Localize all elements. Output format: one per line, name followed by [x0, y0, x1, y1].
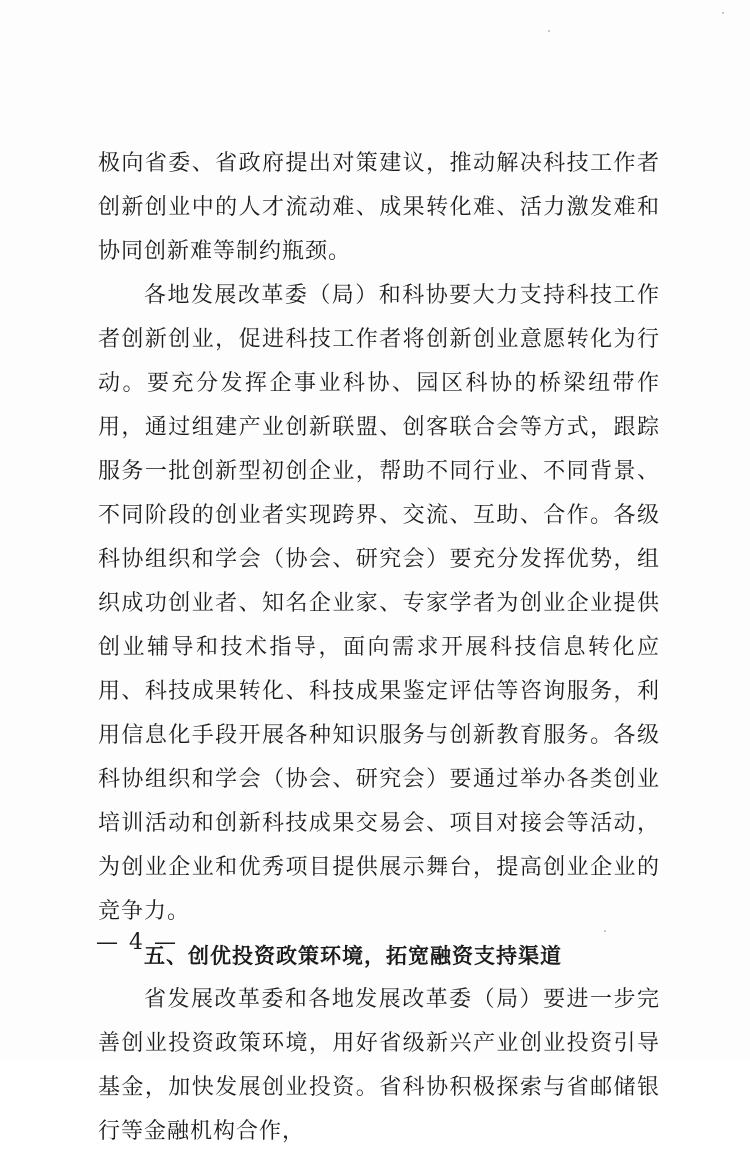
page-number: — 4 — — [96, 930, 178, 955]
paragraph-2: 各地发展改革委（局）和科协要大力支持科技工作者创新创业，促进科技工作者将创新创业意愿转化为行动。要充分发挥企事业科协、园区科协的桥梁纽带作用，通过组建产业创新联盟、创客联合会等方式，跟踪服务一批创新型初创企业，帮助不同行业、不同背景、不同阶段的创业者实现跨界、交流、互助、合作。各级科协组织和学会（协会、研究会）要充分发挥优势，组织成功创业者、知名企业家、专家学者为创业企业提供创业辅导和技术指导，面向需求开展科技信息转化应用、科技成果转化、科技成果鉴定评估等咨询服务，利用信息化手段开展各种知识服务与创新教育服务。各级科协组织和学会（协会、研究会）要通过举办各类创业培训活动和创新科技成果交易会、项目对接会等活动，为创业企业和优秀项目提供展示舞台，提高创业企业的竞争力。 — [98, 283, 660, 924]
paragraph-3: 省发展改革委和各地发展改革委（局）要进一步完善创业投资政策环境，用好省级新兴产业创业投资引导基金，加快发展创业投资。省科协积极探索与省邮储银行等金融机构合作， — [98, 987, 660, 1144]
document-body — [98, 142, 660, 1154]
section-heading: 五、创优投资政策环境，拓宽融资支持渠道 — [144, 944, 562, 968]
scan-speck — [548, 30, 550, 32]
scan-speck — [722, 12, 724, 14]
paragraph-1: 极向省委、省政府提出对策建议，推动解决科技工作者创新创业中的人才流动难、成果转化难、活力激发难和协同创新难等制约瓶颈。 — [98, 151, 660, 264]
